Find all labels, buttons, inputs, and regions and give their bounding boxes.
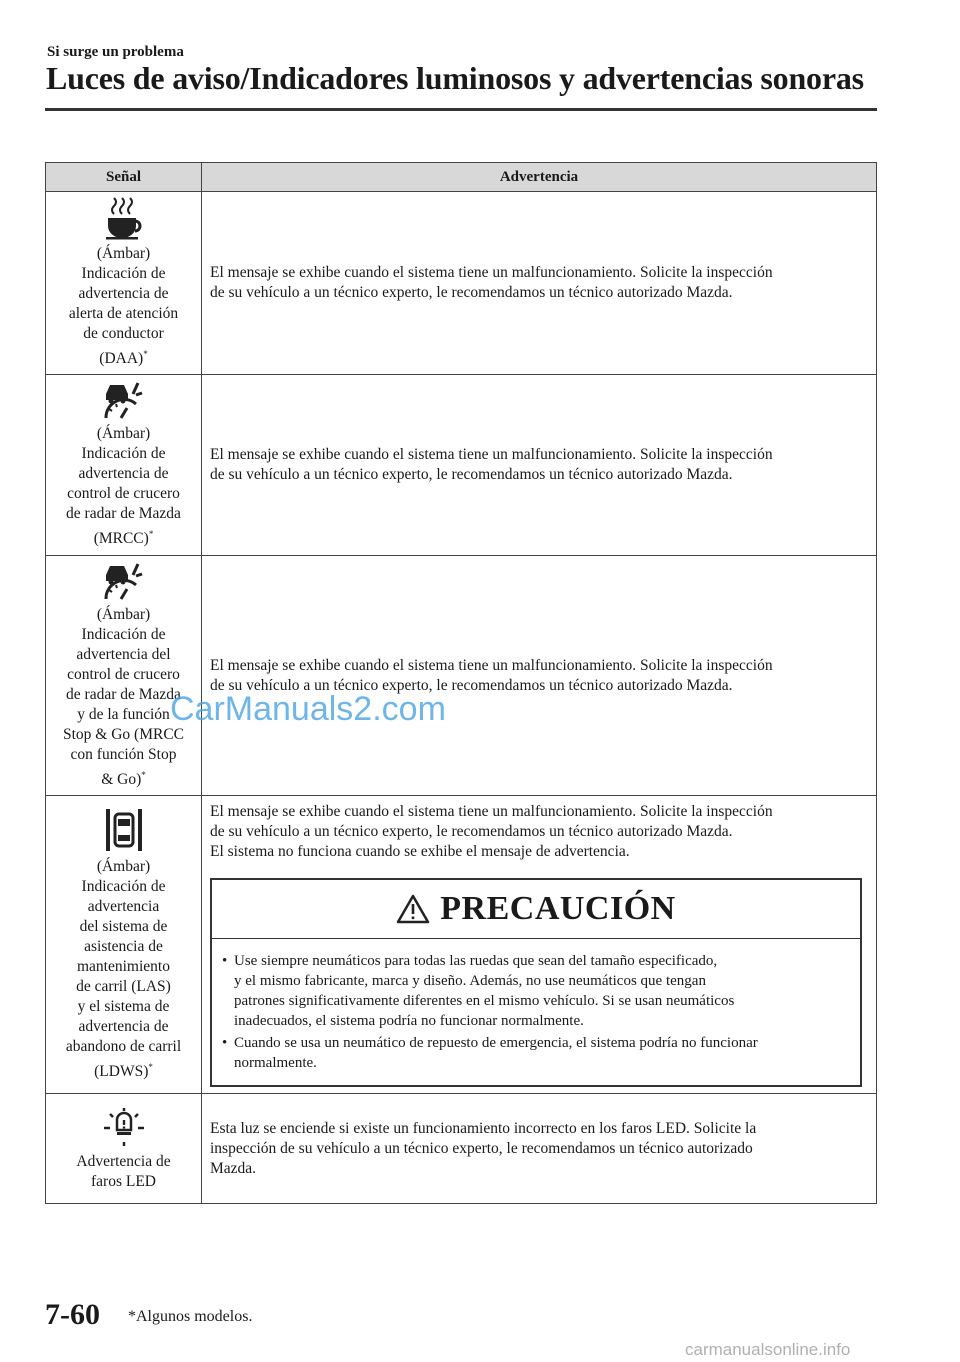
warning-line: Esta luz se enciende si existe un funcionamiento incorrecto en los faros LED. Solicite la [210,1119,757,1137]
watermark-bottom: carmanualsonline.info [685,1340,851,1359]
caution-body [212,939,860,1085]
warning-cell [202,1094,877,1204]
signal-text: (Ámbar) Indicación de advertencia del control de crucero de radar de Mazda y de la función Stop & Go (MRCC con función Stop & Go)* [62,605,184,789]
warning-line: El mensaje se exhibe cuando el sistema tiene un malfuncionamiento. Solicite la inspección [210,656,773,674]
footnote-mark: * [148,1061,153,1072]
warning-cell [202,556,877,796]
radar-cruise-stop-go-warning-icon [100,561,148,601]
signal-text: (Ámbar) Indicación de advertencia de alerta de atención de conductor (DAA)* [68,245,179,368]
radar-cruise-warning-icon [100,380,148,420]
footnote-mark: * [148,529,154,540]
footnote-mark: * [143,349,148,360]
warning-line: inspección de su vehículo a un técnico experto, le recomendamos un técnico autorizado [210,1139,753,1157]
section-label: Si surge un problema [47,44,184,60]
warning-line: El mensaje se exhibe cuando el sistema tiene un malfuncionamiento. Solicite la inspección [210,803,773,820]
table-row [46,796,877,1094]
table-row [46,192,877,375]
page-number: 7-60 [45,1298,100,1331]
warning-cell [202,192,877,375]
warning-line: de su vehículo a un técnico experto, le recomendamos un técnico autorizado Mazda. [210,284,733,301]
signal-cell [46,192,202,375]
caution-title: PRECAUCIÓN [440,890,676,927]
table-row [46,375,877,556]
warning-line: El mensaje se exhibe cuando el sistema tiene un malfuncionamiento. Solicite la inspección [210,446,773,463]
column-header-warning: Advertencia [202,163,877,192]
table-row [46,556,877,796]
warning-line: Mazda. [210,1159,257,1177]
signal-text: Advertencia de faros LED [76,1152,171,1190]
warning-cell [202,375,877,556]
warning-triangle-icon [396,894,430,924]
warning-line: de su vehículo a un técnico experto, le recomendamos un técnico autorizado Mazda. [210,466,733,483]
led-headlight-warning-icon [100,1106,148,1148]
signal-cell [46,556,202,796]
watermark-center: CarManuals2.com [170,690,446,728]
signal-cell [46,796,202,1094]
title-divider [45,108,877,111]
warning-line: de su vehículo a un técnico experto, le recomendamos un técnico autorizado Mazda. [210,676,733,694]
signal-cell [46,1094,202,1204]
table-header-row [46,163,877,192]
warning-cell [202,796,877,1094]
table-row [46,1094,877,1204]
caution-item: • Use siempre neumáticos para todas las ruedas que sean del tamaño especificado, y el mismo fabricante, marca y diseño. Además, no use neumáticos que tengan patrones significativamente diferentes en el mismo vehículo. Si se usan neumáticos inadecuados, el sistema podría no funcionar normalmente. [222,953,735,1029]
caution-item: • Cuando se usa un neumático de repuesto de emergencia, el sistema podría no funcionar normalmente. [222,1035,758,1071]
warning-line: El mensaje se exhibe cuando el sistema tiene un malfuncionamiento. Solicite la inspección [210,264,773,281]
column-header-signal: Señal [46,163,202,192]
signal-cell [46,375,202,556]
lane-assist-warning-icon [104,807,144,853]
footnote-mark: * [141,769,146,780]
coffee-cup-icon [104,196,144,240]
page-title: Luces de aviso/Indicadores luminosos y advertencias sonoras [46,60,864,96]
signal-text: (Ámbar) Indicación de advertencia del sistema de asistencia de mantenimiento de carril (LAS) y el sistema de advertencia de abandono de carril (LDWS)* [65,857,182,1081]
signal-text: (Ámbar) Indicación de advertencia de control de crucero de radar de Mazda (MRCC)* [66,425,181,548]
warning-lights-table [45,162,877,1204]
warning-line: El sistema no funciona cuando se exhibe el mensaje de advertencia. [210,843,630,860]
footnote: *Algunos modelos. [128,1308,253,1325]
caution-box [210,878,862,1087]
warning-line: de su vehículo a un técnico experto, le recomendamos un técnico autorizado Mazda. [210,823,733,840]
caution-header [212,880,860,939]
